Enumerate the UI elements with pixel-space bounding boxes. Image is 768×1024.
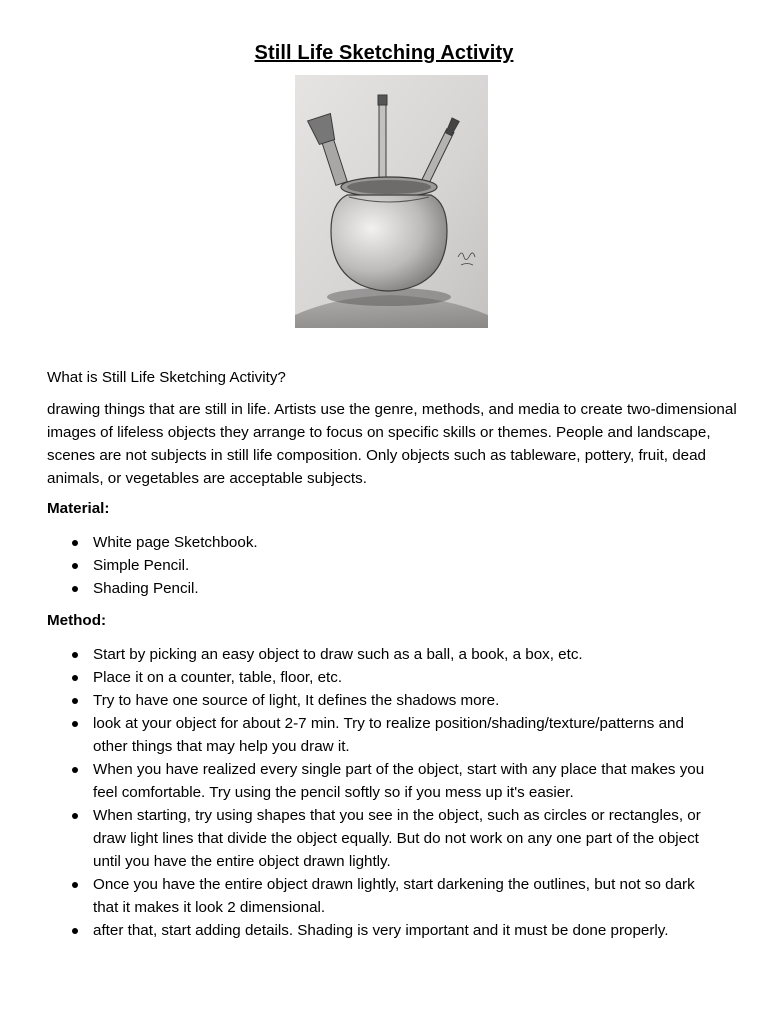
- list-item: Simple Pencil.: [47, 554, 719, 577]
- intro-paragraph: drawing things that are still in life. Artists use the genre, methods, and media to create two-dimensional images of lifeless objects they arrange to focus on specific skills or themes. People and landscape, scenes are not subjects in still life composition. Only objects such as tableware, pottery, fruit, dead animals, or vegetables are acceptable subjects.: [47, 401, 737, 487]
- document-title: Still Life Sketching Activity: [254, 42, 514, 64]
- method-list: [47, 643, 719, 942]
- list-item: Start by picking an easy object to draw such as a ball, a book, a box, etc.: [47, 643, 719, 666]
- list-item: When you have realized every single part of the object, start with any place that makes you feel comfortable. Try using the pencil softly so if you mess up it's easier.: [47, 758, 719, 804]
- pot-with-brushes-sketch: [295, 75, 488, 328]
- question-heading: What is Still Life Sketching Activity?: [47, 369, 286, 386]
- method-heading: Method:: [47, 612, 107, 629]
- list-item: after that, start adding details. Shading is very important and it must be done properly.: [47, 919, 719, 942]
- still-life-sketch-image: [295, 75, 488, 328]
- material-list: [47, 531, 719, 600]
- list-item: look at your object for about 2-7 min. Try to realize position/shading/texture/patterns and other things that may help you draw it.: [47, 712, 719, 758]
- list-item: Once you have the entire object drawn lightly, start darkening the outlines, but not so dark that it makes it look 2 dimensional.: [47, 873, 719, 919]
- list-item: When starting, try using shapes that you see in the object, such as circles or rectangles, or draw light lines that divide the object equally. But do not work on any one part of the object until you have the entire object drawn lightly.: [47, 804, 719, 873]
- list-item: Place it on a counter, table, floor, etc.: [47, 666, 719, 689]
- list-item: Shading Pencil.: [47, 577, 719, 600]
- list-item: White page Sketchbook.: [47, 531, 719, 554]
- list-item: Try to have one source of light, It defines the shadows more.: [47, 689, 719, 712]
- material-heading: Material:: [47, 500, 110, 517]
